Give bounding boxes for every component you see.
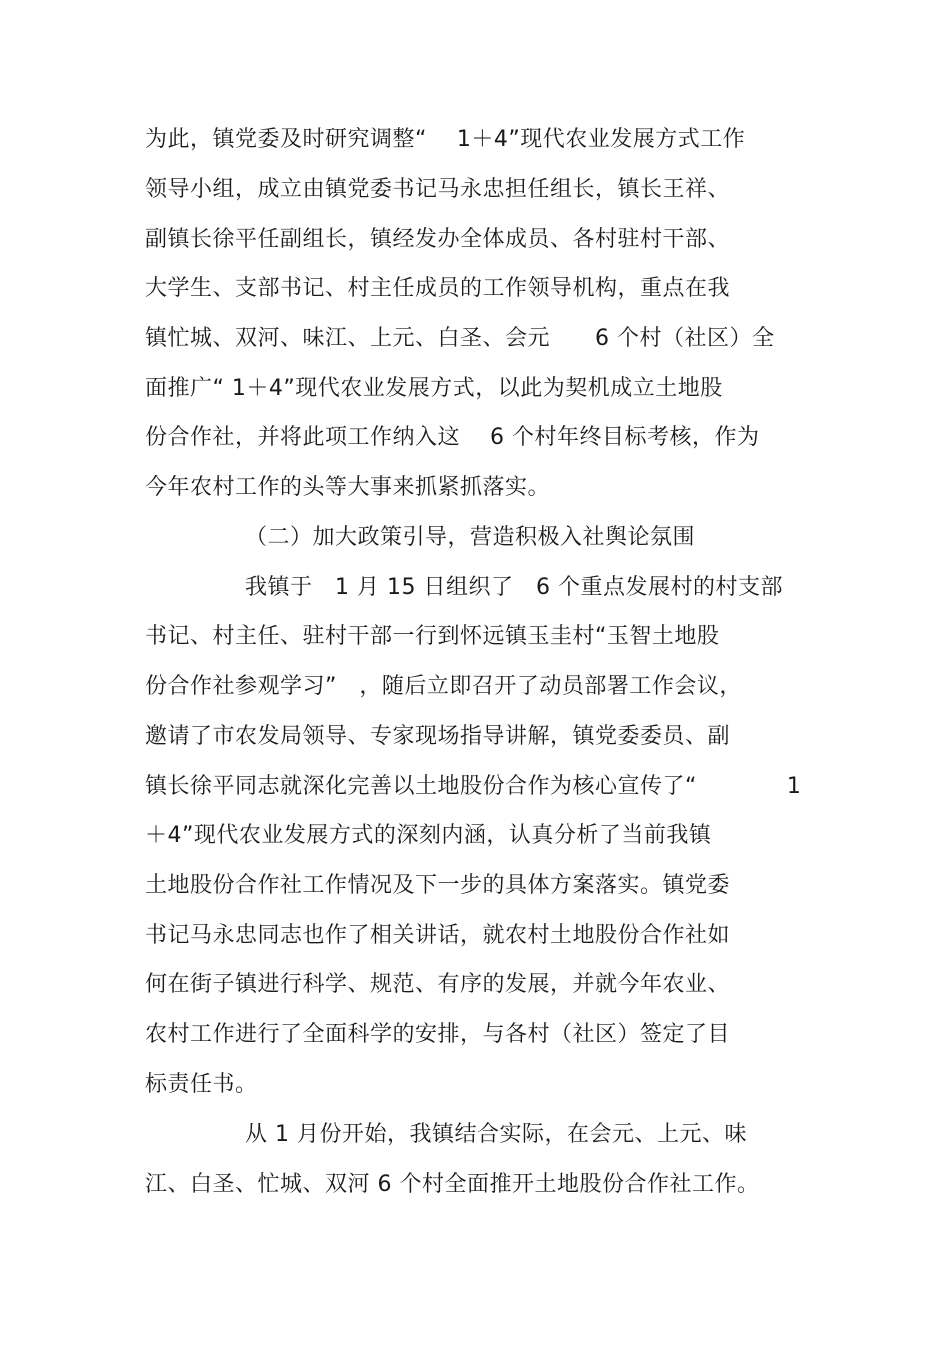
paragraph-2-line-6: ＋4”现代农业发展方式的深刻内涵，认真分析了当前我镇 [145,823,712,848]
paragraph-2-line-5: 镇长徐平同志就深化完善以土地股份合作为核心宣传了“ 1 [145,774,802,799]
paragraph-2-line-9: 何在街子镇进行科学、规范、有序的发展，并就今年农业、 [145,972,731,997]
paragraph-2-line-2: 书记、村主任、驻村干部一行到怀远镇玉圭村“玉智土地股 [145,624,720,649]
paragraph-1-line-1: 为此，镇党委及时研究调整“ 1＋4”现代农业发展方式工作 [145,127,746,152]
paragraph-1-line-2: 领导小组，成立由镇党委书记马永忠担任组长，镇长王祥、 [145,177,731,202]
paragraph-2-line-7: 土地股份合作社工作情况及下一步的具体方案落实。镇党委 [145,873,731,898]
paragraph-1-line-4: 大学生、支部书记、村主任成员的工作领导机构，重点在我 [145,276,731,301]
section-heading: （二）加大政策引导，营造积极入社舆论氛围 [245,525,696,550]
paragraph-2-line-3: 份合作社参观学习” ，随后立即召开了动员部署工作会议， [145,674,742,699]
paragraph-1-line-7: 份合作社，并将此项工作纳入这 6 个村年终目标考核，作为 [145,425,760,450]
paragraph-2-line-1: 我镇于 1 月 15 日组织了 6 个重点发展村的村支部 [245,575,783,600]
paragraph-1-line-5: 镇忙城、双河、味江、上元、白圣、会元 6 个村（社区）全 [145,326,775,351]
paragraph-2-line-4: 邀请了市农发局领导、专家现场指导讲解，镇党委委员、副 [145,724,731,749]
paragraph-1-line-8: 今年农村工作的头等大事来抓紧抓落实。 [145,475,551,500]
paragraph-2-line-10: 农村工作进行了全面科学的安排，与各村（社区）签定了目 [145,1022,731,1047]
paragraph-2-line-11: 标责任书。 [145,1072,258,1097]
paragraph-1-line-3: 副镇长徐平任副组长，镇经发办全体成员、各村驻村干部、 [145,227,731,252]
paragraph-2-line-8: 书记马永忠同志也作了相关讲话，就农村土地股份合作社如 [145,923,731,948]
paragraph-3-line-2: 江、白圣、忙城、双河 6 个村全面推开土地股份合作社工作。 [145,1172,760,1197]
paragraph-3-line-1: 从 1 月份开始，我镇结合实际，在会元、上元、味 [245,1122,747,1147]
paragraph-1-line-6: 面推广“ 1＋4”现代农业发展方式，以此为契机成立土地股 [145,376,723,401]
